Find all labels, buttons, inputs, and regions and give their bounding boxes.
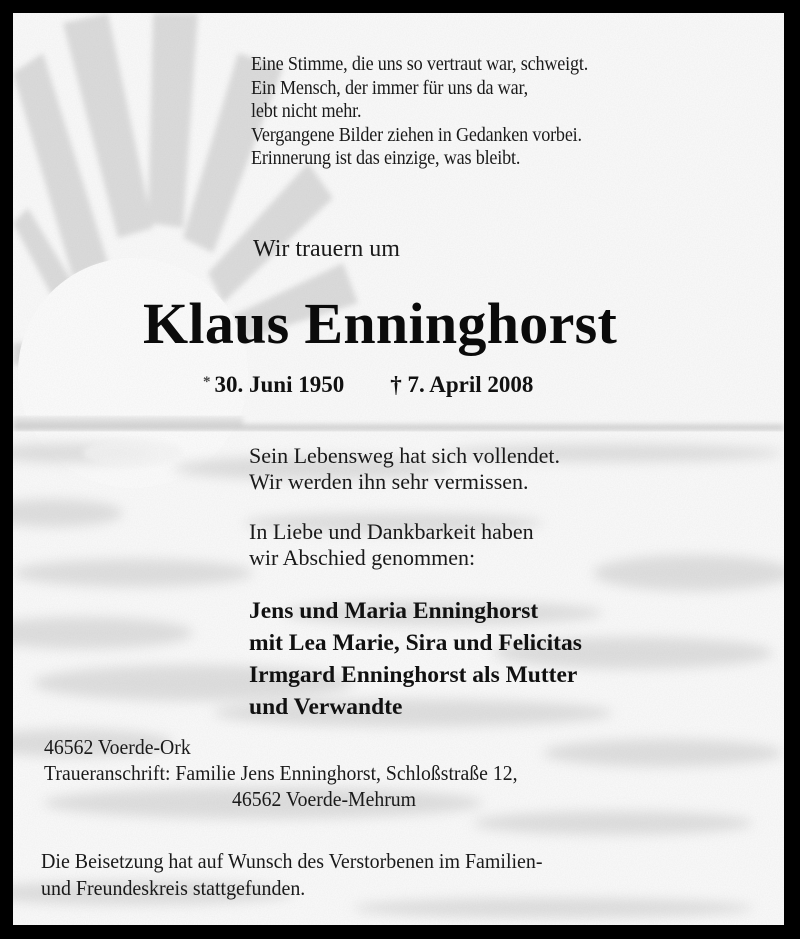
- birth-date: 30. Juni 1950: [214, 372, 345, 397]
- poem-line: Vergangene Bilder ziehen in Gedanken vorbei.: [251, 124, 582, 146]
- burial-note: [41, 848, 569, 902]
- mourners-list: [249, 595, 582, 723]
- mourning-address-city: 46562 Voerde-Mehrum: [232, 787, 417, 811]
- location: 46562 Voerde-Ork: [44, 735, 191, 759]
- burial-note-line: und Freundeskreis stattgefunden.: [41, 876, 306, 900]
- mourning-intro: Wir trauern um: [253, 236, 400, 262]
- mourner-line: Jens und Maria Enninghorst: [249, 598, 539, 624]
- mourner-line: Irmgard Enninghorst als Mutter: [249, 662, 578, 688]
- poem-line: Ein Mensch, der immer für uns da war,: [251, 77, 528, 99]
- farewell-text: [249, 519, 534, 571]
- poem-line: Eine Stimme, die uns so vertraut war, schweigt.: [251, 54, 589, 75]
- mourner-line: mit Lea Marie, Sira und Felicitas: [249, 630, 582, 656]
- poem: [251, 53, 613, 171]
- burial-note-line: Die Beisetzung hat auf Wunsch des Verstorbenen im Familien-: [41, 849, 543, 873]
- farewell-line: In Liebe und Dankbarkeit haben: [249, 519, 534, 544]
- birth-star-icon: *: [203, 374, 211, 390]
- death-date: 7. April 2008: [407, 372, 534, 397]
- mourning-address: Traueranschrift: Familie Jens Enninghorst, Schloßstraße 12,: [44, 761, 518, 785]
- mourner-line: und Verwandte: [249, 694, 403, 720]
- poem-line: Erinnerung ist das einzige, was bleibt.: [251, 148, 521, 169]
- poem-line: lebt nicht mehr.: [251, 101, 362, 122]
- death-cross-icon: †: [390, 372, 402, 397]
- closing-text: [249, 443, 560, 495]
- address-block: [44, 734, 548, 812]
- obituary-card: [13, 13, 784, 925]
- closing-line: Wir werden ihn sehr vermissen.: [249, 469, 529, 494]
- farewell-line: wir Abschied genommen:: [249, 545, 476, 570]
- closing-line: Sein Lebensweg hat sich vollendet.: [249, 443, 560, 468]
- life-dates: [203, 368, 533, 399]
- deceased-name: Klaus Enninghorst: [143, 291, 618, 356]
